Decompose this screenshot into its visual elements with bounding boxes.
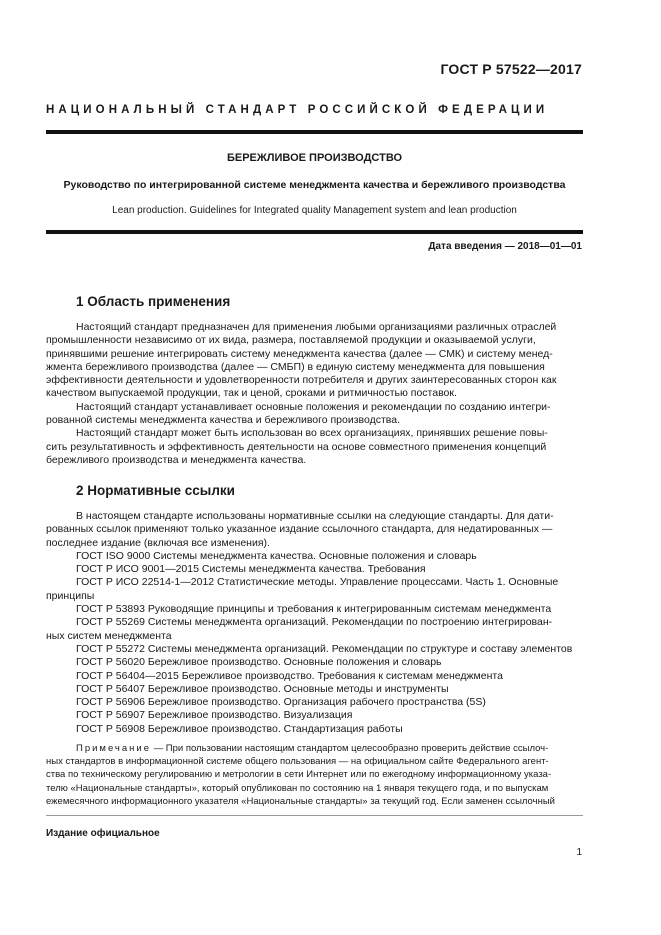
- standard-code: ГОСТ Р 57522—2017: [440, 61, 582, 77]
- reference-line: ГОСТ Р 56907 Бережливое производство. Визуализация: [76, 709, 353, 722]
- text-line: Настоящий стандарт может быть использован во всех организациях, принявших решение повы-: [76, 427, 548, 440]
- text-line: промышленности независимо от их вида, размера, поставляемой продукции и оказываемой услуги,: [46, 334, 536, 347]
- reference-line: ГОСТ Р 53893 Руководящие принципы и требования к интегрированным системам менеджмента: [76, 603, 552, 616]
- reference-line: принципы: [46, 589, 95, 602]
- text-line: бережливого производства и менеджмента качества.: [46, 453, 307, 466]
- text-line: последнее издание (включая все изменения).: [46, 536, 270, 549]
- reference-line: ГОСТ Р 56404—2015 Бережливое производство. Требования к системам менеджмента: [76, 669, 503, 682]
- top-divider: [46, 130, 583, 134]
- official-edition-label: Издание официальное: [46, 828, 160, 839]
- reference-line: ГОСТ Р 56906 Бережливое производство. Организация рабочего пространства (5S): [76, 696, 486, 709]
- section-1-heading: 1 Область применения: [76, 294, 231, 309]
- reference-line: ных систем менеджмента: [46, 629, 172, 642]
- section-2-body: [46, 510, 583, 736]
- section-1-body: [46, 321, 583, 467]
- reference-line: ГОСТ Р 55272 Системы менеджмента организаций. Рекомендации по структуре и составу элементов: [76, 642, 573, 655]
- reference-line: ГОСТ Р ИСО 22514-1—2012 Статистические методы. Управление процессами. Часть 1. Основные: [76, 576, 559, 589]
- note-line: ных стандартов в информационной системе общего пользования — на официальном сайте Федерального агент-: [46, 756, 549, 768]
- english-title: Lean production. Guidelines for Integrated quality Management system and lean production: [112, 205, 517, 216]
- introduction-date: Дата введения — 2018—01—01: [428, 241, 582, 252]
- national-standard-heading: НАЦИОНАЛЬНЫЙ СТАНДАРТ РОССИЙСКОЙ ФЕДЕРАЦИИ: [46, 104, 549, 116]
- note-label: Примечание: [76, 743, 151, 754]
- note-first-line: [46, 742, 583, 755]
- reference-line: ГОСТ Р ИСО 9001—2015 Системы менеджмента качества. Требования: [76, 563, 426, 576]
- text-line: принявшими решение интегрировать систему менеджмента качества (далее — СМК) и систему менед-: [46, 347, 553, 360]
- text-line: качеством выпускаемой продукции, так и ценой, сроками и ритмичностью поставок.: [46, 387, 457, 400]
- reference-line: ГОСТ ISO 9000 Системы менеджмента качества. Основные положения и словарь: [76, 549, 477, 562]
- text-line: эффективности деятельности и удовлетворенности потребителя и других заинтересованных сторон как: [46, 374, 557, 387]
- note-block: [46, 742, 583, 808]
- text-line: сить результативность и эффективность деятельности на основе совместного применения концепций: [46, 440, 547, 453]
- section-2-heading: 2 Нормативные ссылки: [76, 483, 235, 498]
- reference-line: ГОСТ Р 56908 Бережливое производство. Стандартизация работы: [76, 722, 403, 735]
- text-line: рованной системы менеджмента качества и бережливого производства.: [46, 414, 400, 427]
- title-divider: [46, 230, 583, 234]
- reference-line: ГОСТ Р 56407 Бережливое производство. Основные методы и инструменты: [76, 682, 449, 695]
- note-line: телю «Национальные стандарты», который опубликован по состоянию на 1 января текущего года, и по выпускам: [46, 782, 549, 794]
- document-title: БЕРЕЖЛИВОЕ ПРОИЗВОДСТВО: [226, 152, 403, 164]
- text-line: В настоящем стандарте использованы нормативные ссылки на следующие стандарты. Для дати-: [76, 510, 554, 522]
- text-line: рованных ссылок применяют только указанное издание ссылочного стандарта, для недатированных —: [46, 523, 553, 536]
- document-subtitle: Руководство по интегрированной системе менеджмента качества и бережливого производства: [63, 179, 566, 191]
- note-text: — При пользовании настоящим стандартом целесообразно проверить действие ссылоч-: [151, 743, 549, 754]
- note-line: ства по техническому регулированию и метрологии в сети Интернет или по ежегодному информационному указа-: [46, 769, 552, 781]
- note-line: ежемесячного информационного указателя «Национальные стандарты» за текущий год. Если заменен ссылочный: [46, 795, 555, 807]
- reference-line: ГОСТ Р 55269 Системы менеджмента организаций. Рекомендации по построению интегрирован-: [76, 616, 553, 629]
- text-line: Настоящий стандарт устанавливает основные положения и рекомендации по созданию интегри-: [76, 400, 551, 413]
- text-line: Настоящий стандарт предназначен для применения любыми организациями различных отраслей: [76, 321, 557, 333]
- page-number: 1: [576, 847, 582, 858]
- footer-divider: [46, 815, 583, 816]
- text-line: жмента бережливого производства (далее — СМБП) в единую систему менеджмента для повышения: [46, 360, 545, 373]
- reference-line: ГОСТ Р 56020 Бережливое производство. Основные положения и словарь: [76, 656, 442, 669]
